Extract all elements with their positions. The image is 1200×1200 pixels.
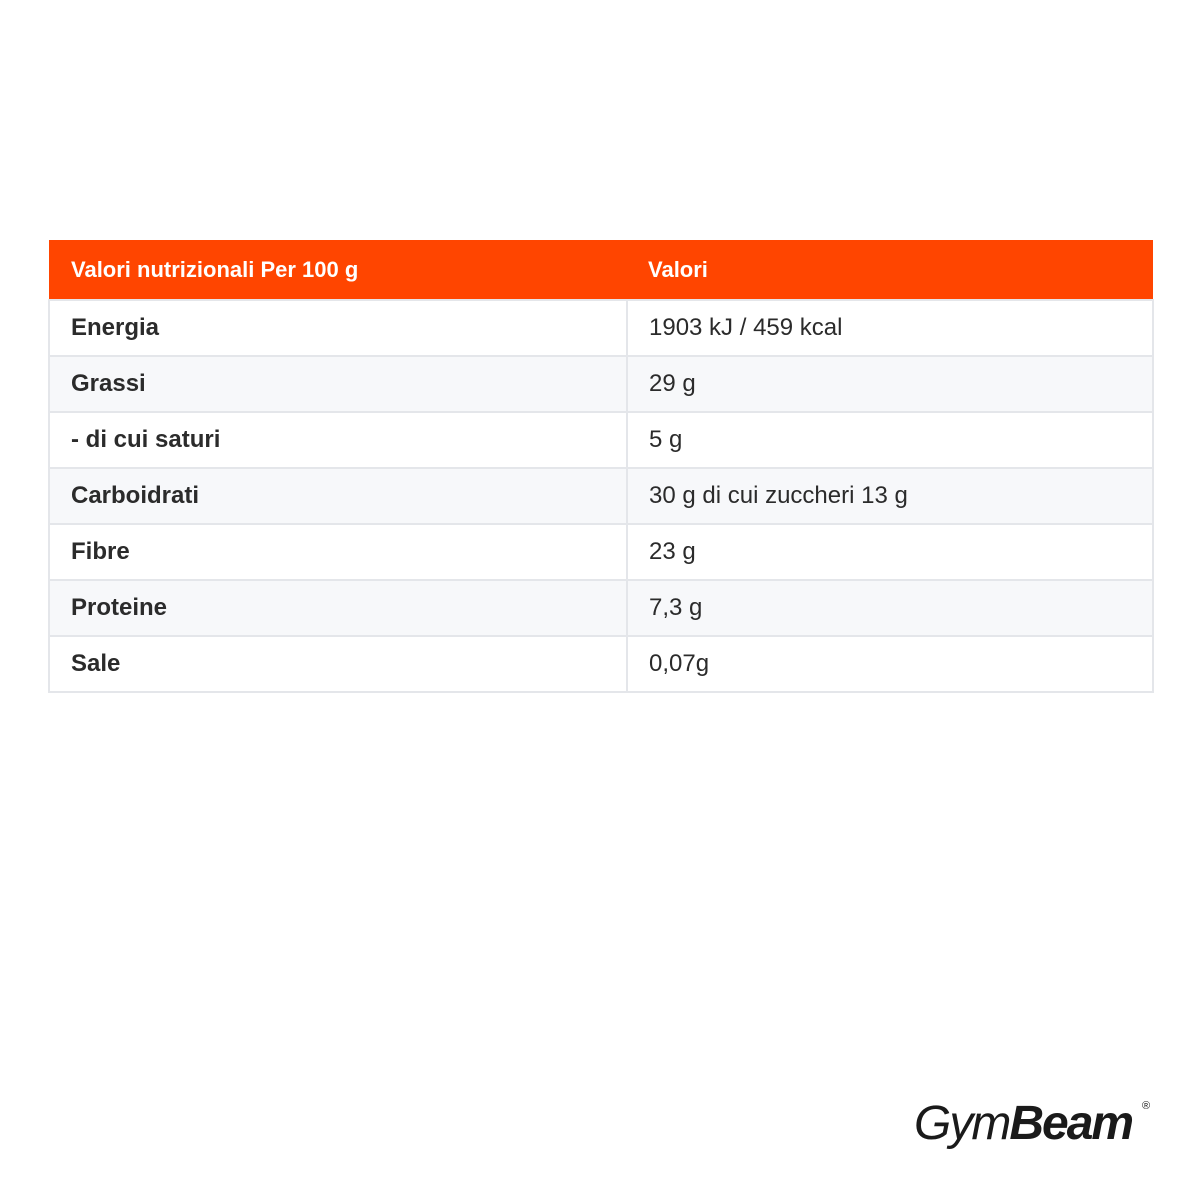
header-values: Valori [648, 256, 708, 282]
table-row [49, 636, 1153, 692]
table-row [49, 300, 1153, 356]
registered-mark: ® [1142, 1100, 1151, 1112]
table-row [49, 468, 1153, 524]
nutrient-name: Sale [49, 636, 627, 692]
table-row [49, 356, 1153, 412]
logo-name-light: Gym [914, 1097, 1010, 1150]
nutrient-name: - di cui saturi [49, 412, 627, 468]
nutrient-name: Grassi [49, 356, 627, 412]
nutrient-value: 30 g di cui zuccheri 13 g [627, 468, 1153, 524]
gymbeam-logo [914, 1096, 1154, 1156]
nutrient-value: 5 g [627, 412, 1153, 468]
table-row [49, 412, 1153, 468]
nutrient-value: 0,07g [627, 636, 1153, 692]
table-header [49, 240, 1153, 300]
table-row [49, 524, 1153, 580]
table-body [49, 300, 1153, 692]
table-row [49, 580, 1153, 636]
nutrient-name: Fibre [49, 524, 627, 580]
logo-wordmark [914, 1096, 1132, 1152]
nutrient-value: 23 g [627, 524, 1153, 580]
nutrient-value: 1903 kJ / 459 kcal [627, 300, 1153, 356]
header-nutrient: Valori nutrizionali Per 100 g [71, 256, 359, 282]
header-row [49, 240, 1153, 300]
nutrient-name: Carboidrati [49, 468, 627, 524]
nutrient-value: 7,3 g [627, 580, 1153, 636]
nutrition-table [48, 240, 1154, 693]
nutrient-value: 29 g [627, 356, 1153, 412]
logo-name-bold: Beam [1009, 1097, 1133, 1150]
nutrient-name: Proteine [49, 580, 627, 636]
nutrient-name: Energia [49, 300, 627, 356]
